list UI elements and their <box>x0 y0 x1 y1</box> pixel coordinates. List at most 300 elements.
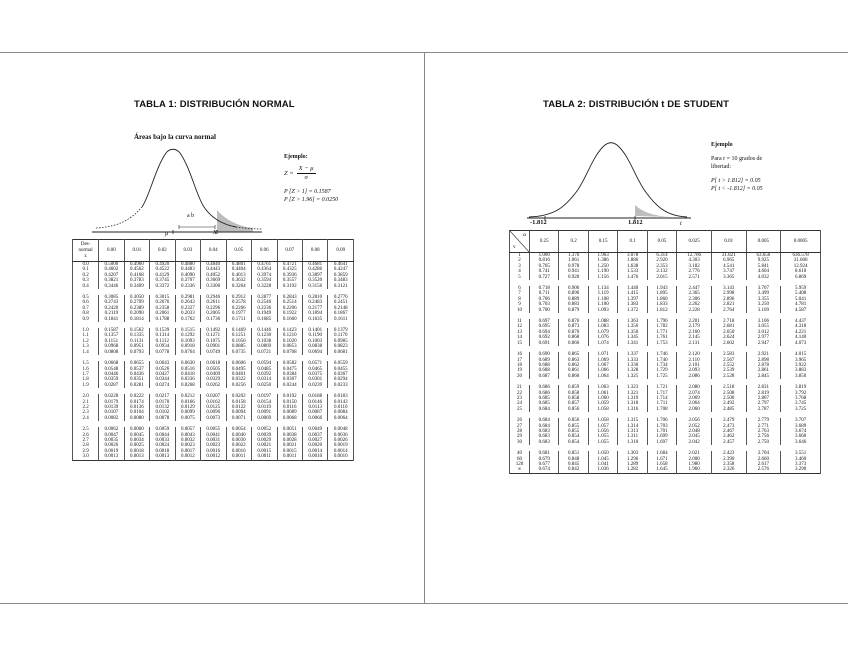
table-cell: 0.692 <box>530 335 559 340</box>
table-cell: 1.960 <box>677 467 712 473</box>
row-label: 23 <box>510 396 530 401</box>
table-cell: 1.190 <box>588 269 617 274</box>
table-cell: 0.0023 <box>201 443 226 448</box>
table-cell: 0.0392 <box>252 372 277 377</box>
table-cell: 0.0048 <box>328 427 354 432</box>
table-cell: 0.920 <box>559 275 588 280</box>
table-cell: 3.290 <box>781 467 821 473</box>
table-cell: 0.0274 <box>150 383 175 388</box>
row-label: 3.0 <box>73 454 99 460</box>
table-cell: 0.0047 <box>99 433 124 438</box>
table-cell: 0.1894 <box>303 311 328 316</box>
table-cell: 2.262 <box>677 302 712 307</box>
table-cell: 2.681 <box>711 324 746 329</box>
row-label: 40 <box>510 451 530 456</box>
table-cell: 2.358 <box>711 462 746 467</box>
table-cell: 1.476 <box>618 275 647 280</box>
table-cell: 0.855 <box>559 424 588 429</box>
table-cell: 2.764 <box>711 308 746 313</box>
row-label: 1.0 <box>73 328 99 333</box>
table-cell: 0.0034 <box>124 438 149 443</box>
t-example <box>711 141 801 193</box>
table-cell: 1.725 <box>647 374 676 379</box>
table-cell: 1.963 <box>588 253 617 259</box>
table-cell: 1.076 <box>588 335 617 340</box>
row-label: 27 <box>510 424 530 429</box>
formula-lhs: Z = <box>284 169 294 177</box>
table-cell: 2.201 <box>677 319 712 324</box>
table-cell: 0.0158 <box>226 400 251 405</box>
table-cell: 0.0020 <box>303 443 328 448</box>
table-cell: 2.069 <box>677 396 712 401</box>
table-cell: 2.000 <box>677 457 712 462</box>
normal-corner-label: Des- normal z <box>73 240 99 262</box>
table-cell: 0.873 <box>559 324 588 329</box>
table-cell: 0.1922 <box>277 311 302 316</box>
table-cell: 0.848 <box>559 457 588 462</box>
table-cell: 0.706 <box>530 297 559 302</box>
table-cell: 1.328 <box>618 368 647 373</box>
table-cell: 0.1587 <box>99 328 124 333</box>
row-label: 8 <box>510 297 530 302</box>
table-cell: 0.0071 <box>226 416 251 421</box>
table-cell: 2.467 <box>711 429 746 434</box>
table-cell: 2.160 <box>677 330 712 335</box>
normal-table-row <box>73 317 354 322</box>
table-cell: 0.2119 <box>99 311 124 316</box>
table-cell: 0.674 <box>530 467 559 473</box>
table-cell: 0.677 <box>530 462 559 467</box>
table-cell: 1.330 <box>618 363 647 368</box>
row-label: 2 <box>510 258 530 263</box>
column-header: 0.1 <box>618 231 647 253</box>
table-cell: 2.390 <box>711 457 746 462</box>
table-cell: 0.1292 <box>175 333 200 338</box>
table-cell: 0.2090 <box>124 311 149 316</box>
table-cell: 0.700 <box>530 308 559 313</box>
table-cell: 6.314 <box>647 253 676 259</box>
table-cell: 0.896 <box>559 291 588 296</box>
table-cell: 3.660 <box>781 434 821 439</box>
table-cell: 0.4013 <box>226 273 251 278</box>
table-cell: 0.4129 <box>150 273 175 278</box>
table-cell: 0.1314 <box>150 333 175 338</box>
table-cell: 0.2420 <box>99 306 124 311</box>
table-cell: 2.447 <box>677 286 712 291</box>
table-cell: 0.0044 <box>150 433 175 438</box>
table-cell: 0.4602 <box>99 267 124 272</box>
table-cell: 2.660 <box>746 457 781 462</box>
table-cell: 0.0064 <box>328 416 354 421</box>
table-cell: 2.015 <box>647 275 676 280</box>
table-cell: 0.4052 <box>201 273 226 278</box>
table-cell: 1.057 <box>588 424 617 429</box>
table-cell: 3.106 <box>746 319 781 324</box>
page-title-t: TABLA 2: DISTRIBUCIÓN t DE STUDENT <box>543 99 730 110</box>
normal-table-row <box>73 361 354 366</box>
table-cell: 0.0068 <box>277 416 302 421</box>
table-cell: 0.0038 <box>277 433 302 438</box>
row-label: 1.4 <box>73 350 99 355</box>
table-cell: 0.0012 <box>201 454 226 460</box>
row-label: 2.8 <box>73 443 99 448</box>
table-cell: 0.0011 <box>226 454 251 460</box>
table-cell: 0.0192 <box>277 394 302 399</box>
table-cell: 1.088 <box>588 319 617 324</box>
table-cell: 1.812 <box>647 308 676 313</box>
table-cell: 0.0314 <box>252 377 277 382</box>
table-cell: 0.4641 <box>328 262 354 268</box>
table-cell: 0.0150 <box>277 400 302 405</box>
table-cell: 0.684 <box>530 424 559 429</box>
table-cell: 0.1469 <box>226 328 251 333</box>
t-table-row <box>510 467 821 473</box>
table-cell: 2.462 <box>711 434 746 439</box>
table-cell: 0.0013 <box>124 454 149 460</box>
table-cell: 1.083 <box>588 324 617 329</box>
table-cell: 2.576 <box>746 467 781 473</box>
table-cell: 0.0559 <box>328 361 354 366</box>
table-cell: 2.750 <box>746 440 781 445</box>
table-cell: 0.4364 <box>252 267 277 272</box>
table-cell: 0.0021 <box>252 443 277 448</box>
normal-example <box>284 153 374 204</box>
table-cell: 12.924 <box>781 264 821 269</box>
table-cell: 1.699 <box>647 434 676 439</box>
table-cell: 1.350 <box>618 330 647 335</box>
table-cell: 1.289 <box>618 462 647 467</box>
table-cell: 0.0102 <box>150 410 175 415</box>
table-cell: 0.0183 <box>328 394 354 399</box>
table-cell: 1.714 <box>647 396 676 401</box>
table-cell: 0.0031 <box>201 438 226 443</box>
table-cell: 1.045 <box>588 457 617 462</box>
table-cell: 0.0618 <box>201 361 226 366</box>
t-curve <box>529 143 687 217</box>
table-cell: 0.2206 <box>277 306 302 311</box>
table-cell: 0.1020 <box>277 339 302 344</box>
table-cell: 0.0934 <box>150 344 175 349</box>
table-cell: 2.485 <box>711 407 746 412</box>
row-label: 12 <box>510 324 530 329</box>
table-cell: 0.0287 <box>99 383 124 388</box>
table-cell: 0.3483 <box>328 278 354 283</box>
table-cell: 0.1788 <box>150 317 175 322</box>
table-cell: 2.861 <box>746 368 781 373</box>
formula-denominator: σ <box>304 174 308 181</box>
table-cell: 3.745 <box>781 401 821 406</box>
page-normal-distribution <box>0 53 424 603</box>
table-cell: 0.0084 <box>328 410 354 415</box>
column-header: 0.00 <box>99 240 124 262</box>
table-cell: 0.0099 <box>175 410 200 415</box>
table-cell: 2.479 <box>711 418 746 423</box>
table-cell: 0.0262 <box>201 383 226 388</box>
column-header: 0.07 <box>277 240 302 262</box>
table-cell: 1.079 <box>588 330 617 335</box>
t-corner-nu: ν <box>513 243 516 250</box>
table-cell: 0.0436 <box>124 372 149 377</box>
table-cell: 1.056 <box>588 429 617 434</box>
table-cell: 2.101 <box>677 363 712 368</box>
table-cell: 0.4880 <box>175 262 200 268</box>
table-cell: 0.0025 <box>124 443 149 448</box>
row-label: 22 <box>510 391 530 396</box>
normal-table-row <box>73 416 354 421</box>
column-header: 0.005 <box>746 231 781 253</box>
row-label: 18 <box>510 363 530 368</box>
table-cell: 0.4920 <box>150 262 175 268</box>
table-cell: 3.747 <box>711 269 746 274</box>
table-cell: 0.0228 <box>99 394 124 399</box>
table-cell: 0.1210 <box>277 333 302 338</box>
t-corner-alpha: α <box>523 232 526 238</box>
table-cell: 1.341 <box>618 341 647 346</box>
table-cell: 0.0040 <box>226 433 251 438</box>
table-cell: 0.856 <box>559 418 588 423</box>
table-cell: 4.221 <box>781 330 821 335</box>
table-cell: 0.0016 <box>201 449 226 454</box>
mu-label: μ <box>165 230 169 237</box>
table-cell: 1.303 <box>618 451 647 456</box>
table-cell: 0.851 <box>559 451 588 456</box>
table-cell: 0.4090 <box>175 273 200 278</box>
column-header: 0.09 <box>328 240 354 262</box>
table-cell: 0.3974 <box>252 273 277 278</box>
table-cell: 2.898 <box>746 358 781 363</box>
table-cell: 4.587 <box>781 308 821 313</box>
table-cell: 636.578 <box>781 253 821 259</box>
table-cell: 2.650 <box>711 330 746 335</box>
table-cell: 0.3897 <box>303 273 328 278</box>
table-cell: 3.689 <box>781 424 821 429</box>
table-cell: 0.4761 <box>252 262 277 268</box>
table-cell: 0.3228 <box>252 284 277 289</box>
table-cell: 2.064 <box>677 401 712 406</box>
table-cell: 2.787 <box>746 407 781 412</box>
table-cell: 2.845 <box>746 374 781 379</box>
table-cell: 5.959 <box>781 286 821 291</box>
table-cell: 0.0139 <box>99 405 124 410</box>
table-cell: 2.583 <box>711 352 746 357</box>
table-cell: 0.683 <box>530 434 559 439</box>
table-cell: 2.763 <box>746 429 781 434</box>
table-cell: 0.1635 <box>303 317 328 322</box>
table-cell: 0.0384 <box>277 372 302 377</box>
table-cell: 0.1230 <box>252 333 277 338</box>
table-cell: 0.0918 <box>175 344 200 349</box>
column-header: 0.025 <box>677 231 712 253</box>
column-header: 0.05 <box>647 231 676 253</box>
table-cell: 0.2358 <box>150 306 175 311</box>
table-cell: 0.1131 <box>124 339 149 344</box>
table-cell: 1.310 <box>618 440 647 445</box>
table-cell: 5.041 <box>781 297 821 302</box>
row-label: 0.6 <box>73 300 99 305</box>
table-cell: 0.703 <box>530 302 559 307</box>
formula-fraction <box>297 165 316 182</box>
example-line-2: P [Z > 1.96] = 0.0250 <box>284 197 339 203</box>
table-cell: 1.093 <box>588 308 617 313</box>
t-example-line-1: Para r = 10 grados de <box>711 156 763 162</box>
table-cell: 0.0526 <box>150 367 175 372</box>
table-cell: 0.842 <box>559 467 588 473</box>
table-cell: 0.711 <box>530 291 559 296</box>
table-cell: 0.2981 <box>175 295 200 300</box>
row-label: 4 <box>510 269 530 274</box>
table-cell: 3.768 <box>781 396 821 401</box>
table-cell: 2.831 <box>746 385 781 390</box>
table-cell: 0.876 <box>559 319 588 324</box>
table-cell: 0.0096 <box>201 410 226 415</box>
table-cell: 0.1335 <box>124 333 149 338</box>
table-cell: 6.965 <box>711 258 746 263</box>
table-cell: 0.0367 <box>328 372 354 377</box>
table-cell: 1.059 <box>588 401 617 406</box>
table-cell: 0.0018 <box>124 449 149 454</box>
row-label: 30 <box>510 440 530 445</box>
table-cell: 4.318 <box>781 324 821 329</box>
table-cell: 2.602 <box>711 341 746 346</box>
table-cell: 0.0329 <box>201 377 226 382</box>
table-cell: 0.4443 <box>201 267 226 272</box>
table-cell: 4.781 <box>781 302 821 307</box>
table-cell: 0.1423 <box>277 328 302 333</box>
table-cell: 1.860 <box>647 297 676 302</box>
table-cell: 0.0052 <box>252 427 277 432</box>
table-cell: 3.674 <box>781 429 821 434</box>
table-cell: 0.0116 <box>277 405 302 410</box>
normal-table-row <box>73 443 354 448</box>
t-table-body <box>510 253 821 474</box>
table-cell: 3.792 <box>781 391 821 396</box>
table-cell: 2.819 <box>746 391 781 396</box>
table-cell: 0.0418 <box>175 372 200 377</box>
table-cell: 3.850 <box>781 374 821 379</box>
table-cell: 1.036 <box>588 467 617 473</box>
table-cell: 1.533 <box>618 269 647 274</box>
t-axis-label: t <box>680 220 682 227</box>
table-cell: 0.0018 <box>150 449 175 454</box>
row-label: 1.5 <box>73 361 99 366</box>
table-cell: 0.2061 <box>150 311 175 316</box>
table-cell: 0.1711 <box>226 317 251 322</box>
table-cell: 1.061 <box>559 258 588 263</box>
table-cell: 0.2810 <box>303 295 328 300</box>
table-cell: 0.3936 <box>277 273 302 278</box>
table-cell: 0.0694 <box>303 350 328 355</box>
table-cell: 0.1112 <box>150 339 175 344</box>
column-header: 0.01 <box>711 231 746 253</box>
table-cell: 0.0668 <box>99 361 124 366</box>
table-cell: 0.0222 <box>124 394 149 399</box>
formula-numerator: X − μ <box>298 165 314 172</box>
table-cell: 0.1271 <box>201 333 226 338</box>
table-cell: 2.528 <box>711 374 746 379</box>
table-cell: 0.0239 <box>303 383 328 388</box>
table-cell: 1.638 <box>618 264 647 269</box>
table-cell: 3.707 <box>746 286 781 291</box>
table-cell: 3.819 <box>781 385 821 390</box>
row-label: 20 <box>510 374 530 379</box>
table-cell: 0.1685 <box>252 317 277 322</box>
table-cell: 2.042 <box>677 440 712 445</box>
table-cell: 1.376 <box>559 253 588 259</box>
table-cell: 0.3594 <box>252 278 277 283</box>
table-cell: 1.050 <box>588 451 617 456</box>
table-cell: 2.539 <box>711 368 746 373</box>
row-label: 1.6 <box>73 367 99 372</box>
row-label: 3 <box>510 264 530 269</box>
table-cell: 0.879 <box>559 308 588 313</box>
table-cell: 2.353 <box>647 264 676 269</box>
table-cell: 2.552 <box>711 363 746 368</box>
table-cell: 0.0043 <box>175 433 200 438</box>
row-label: 0.7 <box>73 306 99 311</box>
table-cell: 0.0012 <box>175 454 200 460</box>
table-cell: 1.314 <box>618 424 647 429</box>
table-cell: 2.771 <box>746 424 781 429</box>
table-cell: 0.889 <box>559 297 588 302</box>
table-cell: 2.021 <box>677 451 712 456</box>
column-header: 0.25 <box>530 231 559 253</box>
table-cell: 0.0051 <box>277 427 302 432</box>
table-cell: 3.460 <box>781 457 821 462</box>
table-cell: 0.1611 <box>328 317 354 322</box>
table-cell: 0.0885 <box>226 344 251 349</box>
table-cell: 0.695 <box>530 324 559 329</box>
table-cell: 1.717 <box>647 391 676 396</box>
table-cell: 0.1841 <box>99 317 124 322</box>
table-cell: 3.143 <box>711 286 746 291</box>
table-cell: 0.0026 <box>328 438 354 443</box>
table-cell: 0.0495 <box>226 367 251 372</box>
table-cell: 0.0073 <box>201 416 226 421</box>
table-cell: 0.741 <box>530 269 559 274</box>
table-cell: 0.697 <box>530 319 559 324</box>
table-cell: 0.0548 <box>99 367 124 372</box>
table-cell: 0.0985 <box>328 339 354 344</box>
table-cell: 0.2776 <box>328 295 354 300</box>
table-cell: 0.4404 <box>226 267 251 272</box>
table-cell: 0.868 <box>559 335 588 340</box>
table-cell: 0.0011 <box>277 454 302 460</box>
table-cell: 0.0136 <box>124 405 149 410</box>
column-header: 0.02 <box>150 240 175 262</box>
table-cell: 0.1093 <box>175 339 200 344</box>
table-cell: 1.055 <box>588 440 617 445</box>
table-cell: 3.883 <box>781 368 821 373</box>
normal-table-row <box>73 427 354 432</box>
table-cell: 2.120 <box>677 352 712 357</box>
table-cell: 2.947 <box>746 341 781 346</box>
table-cell: 1.074 <box>588 341 617 346</box>
row-label: 1.1 <box>73 333 99 338</box>
table-cell: 0.0037 <box>303 433 328 438</box>
table-cell: 0.0035 <box>99 438 124 443</box>
table-cell: 0.0022 <box>226 443 251 448</box>
table-cell: 2.228 <box>677 308 712 313</box>
table-cell: 0.863 <box>559 358 588 363</box>
row-label: 24 <box>510 401 530 406</box>
table-cell: 0.684 <box>530 407 559 412</box>
table-cell: 1.645 <box>647 467 676 473</box>
normal-curve-left-dash <box>96 207 142 228</box>
table-cell: 0.0028 <box>277 438 302 443</box>
table-cell: 1.134 <box>588 286 617 291</box>
table-cell: 0.0166 <box>175 400 200 405</box>
table-cell: 0.0013 <box>99 454 124 460</box>
